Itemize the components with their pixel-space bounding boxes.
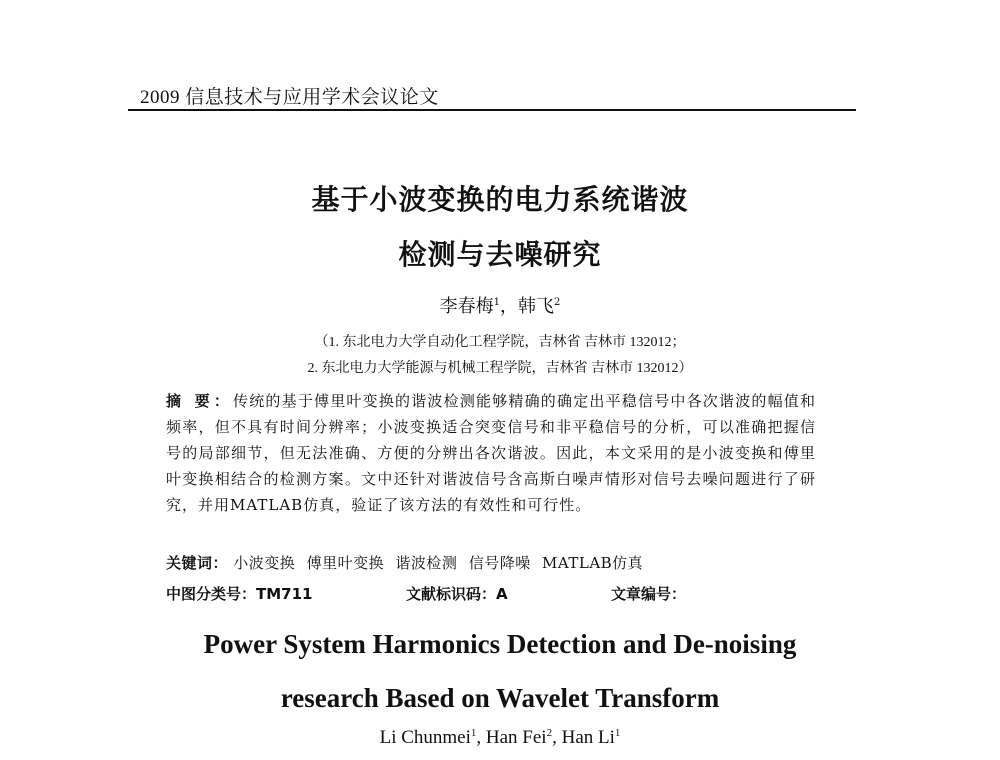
keyword-item: 小波变换 bbox=[233, 554, 296, 572]
author-zh-sup: 1 bbox=[493, 297, 500, 308]
author-en-sup: 1 bbox=[470, 727, 477, 739]
author-en-sup: 1 bbox=[614, 727, 621, 739]
title-zh-line1: 基于小波变换的电力系统谐波 bbox=[311, 183, 689, 216]
author-en-name: Han Fei bbox=[485, 727, 547, 748]
keyword-item: 谐波检测 bbox=[395, 554, 458, 572]
affiliation-line2: 2. 东北电力大学能源与机械工程学院，吉林省 吉林市 132012） bbox=[307, 361, 693, 376]
keyword-item: 信号降噪 bbox=[468, 554, 531, 572]
abstract-label: 摘 要： bbox=[166, 392, 234, 410]
clc-number: 中图分类号：TM711 bbox=[166, 585, 313, 603]
header-rule bbox=[128, 109, 856, 111]
abstract bbox=[166, 388, 816, 518]
article-number: 文章编号： bbox=[611, 585, 687, 603]
keywords bbox=[166, 552, 649, 573]
keyword-item: MATLAB仿真 bbox=[541, 554, 644, 572]
keywords-label: 关键词： bbox=[166, 554, 229, 572]
author-separator: ， bbox=[500, 296, 518, 317]
author-zh-sup: 2 bbox=[554, 297, 561, 308]
keyword-item: 傅里叶变换 bbox=[306, 554, 385, 572]
document-code: 文献标识码：A bbox=[406, 585, 508, 603]
abstract-text: 传统的基于傅里叶变换的谐波检测能够精确的确定出平稳信号中各次谐波的幅值和频率，但不具有时间分辨率；小波变换适合突变信号和非平稳信号的分析，可以准确把握信号的局部细节，但无法准确、方便的分辨出各次谐波。因此，本文采用的是小波变换和傅里叶变换相结合的检测方案。文中还针对谐波信号含高斯白噪声情形对信号去噪问题进行了研究，并用MATLAB仿真，验证了该方法的有效性和可行性。 bbox=[166, 392, 816, 514]
affiliation-line1: （1. 东北电力大学自动化工程学院，吉林省 吉林市 132012； bbox=[314, 335, 686, 350]
running-header: 2009 信息技术与应用学术会议论文 bbox=[140, 87, 439, 108]
author-en-name: Han Li bbox=[561, 727, 615, 748]
author-en-sup: 2 bbox=[546, 727, 553, 739]
authors-en bbox=[0, 727, 1000, 749]
author-separator: , bbox=[552, 727, 562, 748]
author-zh-name: 韩飞 bbox=[518, 296, 554, 317]
authors-zh bbox=[0, 292, 1000, 318]
title-zh-line2: 检测与去噪研究 bbox=[398, 238, 602, 271]
author-zh-name: 李春梅 bbox=[439, 296, 494, 317]
author-en-name: Li Chunmei bbox=[379, 727, 471, 748]
author-separator: , bbox=[476, 727, 486, 748]
title-en-line1: Power System Harmonics Detection and De-noising bbox=[203, 629, 797, 659]
title-en-line2: research Based on Wavelet Transform bbox=[280, 683, 720, 713]
